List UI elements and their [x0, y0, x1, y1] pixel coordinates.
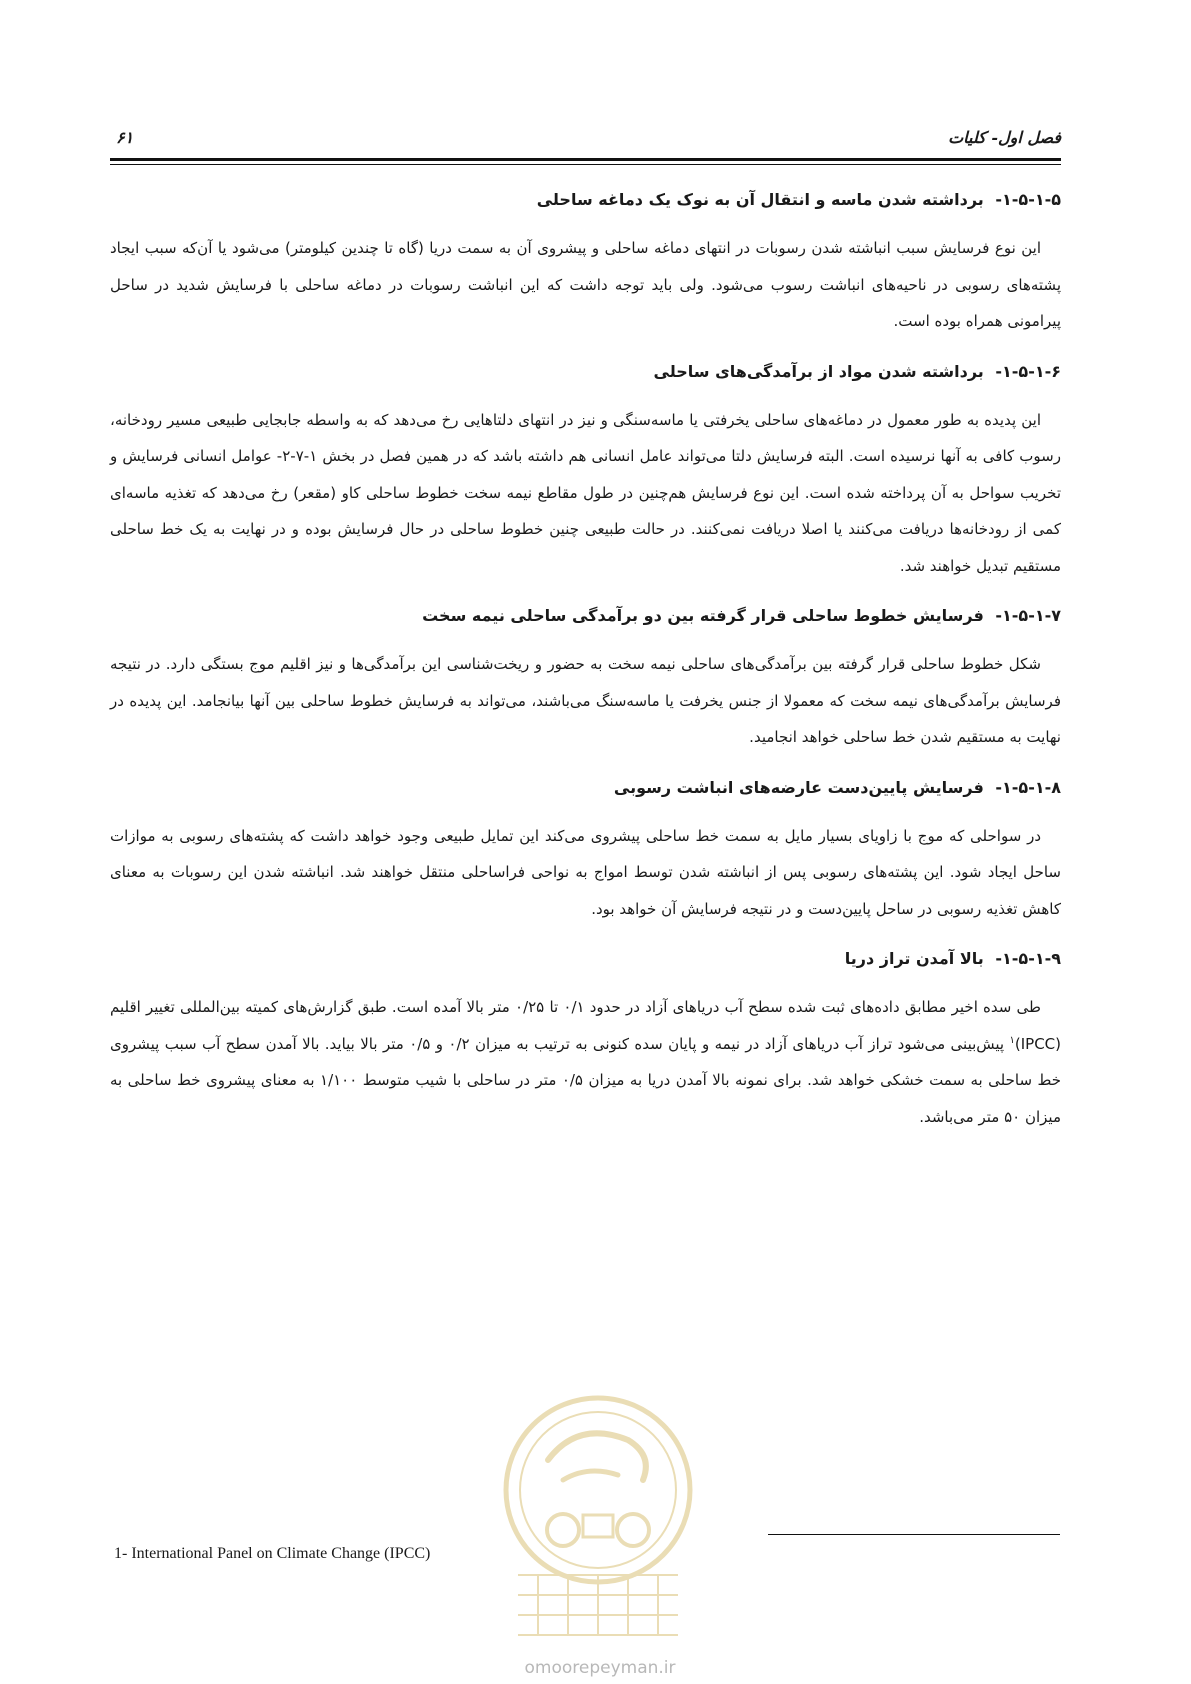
- section-paragraph: [110, 989, 1061, 1135]
- section-number: ۱-۵-۱-۵-: [995, 190, 1061, 209]
- section-title: بالا آمدن تراز دریا: [844, 949, 984, 968]
- header-rule-thin: [110, 164, 1061, 165]
- section-heading: [110, 945, 1061, 973]
- section-1-5-1-6: [110, 358, 1061, 585]
- section-1-5-1-7: [110, 602, 1061, 756]
- section-title: برداشته شدن ماسه و انتقال آن به نوک یک دماغه ساحلی: [536, 190, 984, 209]
- page-number: ۶۱: [116, 128, 134, 147]
- section-1-5-1-9: [110, 945, 1061, 1135]
- section-heading: [110, 774, 1061, 802]
- header-rule-thick: [110, 158, 1061, 161]
- section-title: فرسایش خطوط ساحلی قرار گرفته بین دو برآمدگی ساحلی نیمه سخت: [422, 606, 984, 625]
- section-number: ۱-۵-۱-۷-: [995, 606, 1061, 625]
- section-title: برداشته شدن مواد از برآمدگی‌های ساحلی: [653, 361, 984, 381]
- section-1-5-1-8: [110, 774, 1061, 928]
- section-paragraph: شکل خطوط ساحلی قرار گرفته بین برآمدگی‌های ساحلی نیمه سخت به حضور و ریخت‌شناسی این برآمدگی‌ها و نیز اقلیم موج بستگی دارد. در نتیجه فرسایش برآمدگی‌های نیمه سخت که معمولا از جنس یخرفت یا ماسه‌سنگ می‌باشند، می‌تواند به فرسایش خطوط ساحلی بین آنها بیانجامد. این پدیده در نهایت به مستقیم شدن خط ساحلی خواهد انجامید.: [110, 655, 1061, 746]
- section-paragraph: این نوع فرسایش سبب انباشته شدن رسوبات در انتهای دماغه ساحلی و پیشروی آن به سمت دریا (گاه تا چندین کیلومتر) می‌شود یا آن‌که سبب ایجاد پشته‌های رسوبی در ناحیه‌های انباشت رسوب می‌شود. ولی باید توجه داشت که این انباشت رسوبات در دماغه ساحلی با فرسایش شدید در ساحل پیرامونی همراه بوده است.: [110, 239, 1061, 330]
- section-heading: [110, 186, 1061, 214]
- publisher-seal-icon: [478, 1380, 718, 1650]
- paragraph-text-b: پیش‌بینی می‌شود تراز آب دریاهای آزاد در نیمه و پایان سده کنونی به ترتیب به میزان ۰/۲ و ۰/۵ متر بالا بیاید. بالا آمدن سطح آب سبب پیشروی خط ساحلی به سمت خشکی خواهد شد. برای نمونه بالا آمدن دریا به میزان ۰/۵ متر در ساحلی با شیب متوسط ۱/۱۰۰ به معنای پیشروی خط ساحلی به میزان ۵۰ متر می‌باشد.: [110, 1034, 1062, 1126]
- section-number: ۱-۵-۱-۹-: [995, 949, 1061, 968]
- section-paragraph: در سواحلی که موج با زاویای بسیار مایل به سمت خط ساحلی پیشروی می‌کند این تمایل طبیعی وجود خواهد داشت که پشته‌های رسوبی به موازات ساحل ایجاد شود. این پشته‌های رسوبی پس از انباشته شدن توسط امواج به نواحی فراساحلی منتقل خواهند شد. انباشته شدن این رسوبات به معنای کاهش تغذیه رسوبی در ساحل پایین‌دست و در نتیجه فرسایش آن خواهد بود.: [110, 826, 1061, 918]
- section-heading: [110, 602, 1061, 630]
- section-title: فرسایش پایین‌دست عارضه‌های انباشت رسوبی: [613, 777, 984, 797]
- section-heading: [110, 358, 1061, 386]
- footnote-rule: [768, 1534, 1060, 1535]
- footnote: 1- International Panel on Climate Change (IPCC): [114, 1545, 431, 1562]
- page-body: [110, 186, 1061, 1153]
- section-paragraph: این پدیده به طور معمول در دماغه‌های ساحلی یخرفتی یا ماسه‌سنگی و نیز در انتهای دلتاهایی رخ می‌دهد که به واسطه جابجایی طبیعی مسیر رودخانه، رسوب کافی به آنها نرسیده است. البته فرسایش دلتا می‌تواند عامل انسانی هم داشته باشد که در همین فصل در بخش ۱-۷-۲- عوامل انسانی فرسایش و تخریب سواحل به آن پرداخته شده است. این نوع فرسایش هم‌چنین در طول مقاطع نیمه سخت خطوط ساحلی کاو (مقعر) رخ می‌دهد که تغذیه ماسه‌ای کمی از رودخانه‌ها دریافت می‌کنند یا اصلا دریافت نمی‌کنند. در حالت طبیعی چنین خطوط ساحلی در حال فرسایش بوده و در نهایت به یک خط ساحلی مستقیم تبدیل خواهند شد.: [110, 410, 1061, 575]
- footnote-reference[interactable]: ۱: [1009, 1034, 1015, 1046]
- paragraph-text-a: طی سده اخیر مطابق داده‌های ثبت شده سطح آب دریاهای آزاد در حدود ۰/۱ تا ۰/۲۵ متر بالا آمده است. طبق گزارش‌های کمیته بین‌المللی تغییر اقلیم (IPCC): [110, 998, 1062, 1053]
- running-header: [110, 128, 1061, 158]
- section-number: ۱-۵-۱-۸-: [995, 777, 1061, 797]
- section-1-5-1-5: [110, 186, 1061, 340]
- watermark-site: omoorepeyman.ir: [524, 1658, 676, 1678]
- section-number: ۱-۵-۱-۶-: [995, 361, 1061, 381]
- chapter-title: فصل اول- کلیات: [948, 128, 1061, 147]
